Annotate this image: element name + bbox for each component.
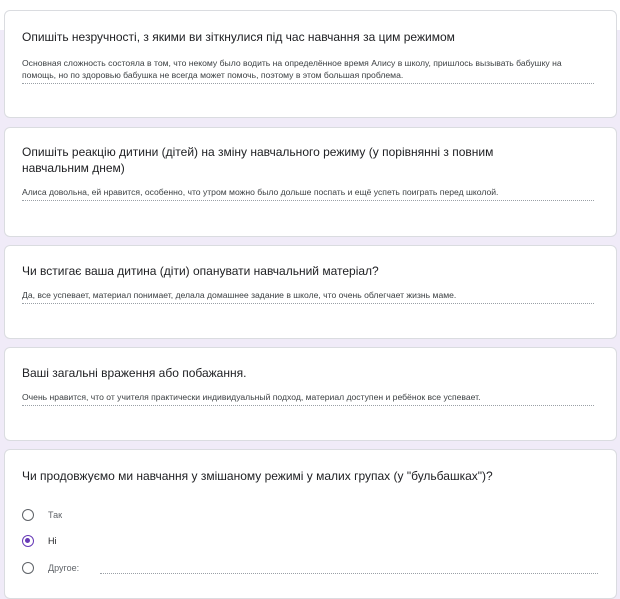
option-label: Ні [48, 536, 57, 546]
other-text-field[interactable] [100, 573, 598, 574]
question-card-3 [4, 245, 617, 339]
answer-text: Да, все успевает, материал понимает, делала домашнее задание в школе, что очень облегчает жизнь маме. [22, 289, 594, 304]
answer-text: Очень нравится, что от учителя практически индивидуальный подход, материал доступен и ребёнок все успевает. [22, 391, 594, 406]
question-card-2 [4, 127, 617, 237]
question-card-5 [4, 449, 617, 599]
question-title: Опишіть незручності, з якими ви зіткнулися під час навчання за цим режимом [22, 30, 455, 44]
radio-button-selected[interactable] [22, 535, 34, 547]
radio-dot-icon [25, 538, 30, 543]
option-label: Так [48, 510, 63, 520]
question-title: Ваші загальні враження або побажання. [22, 366, 247, 380]
question-card-4 [4, 347, 617, 441]
answer-text: Алиса довольна, ей нравится, особенно, что утром можно было дольше поспать и ещё успеть поиграть перед школой. [22, 186, 594, 201]
question-title: Опишіть реакцію дитини (дітей) на зміну навчального режиму (у порівнянні з повним навчальним днем) [22, 145, 494, 175]
radio-button[interactable] [22, 562, 34, 574]
question-card-1 [4, 10, 617, 118]
question-title: Чи встигає ваша дитина (діти) опанувати навчальний матеріал? [22, 264, 379, 278]
question-title: Чи продовжуємо ми навчання у змішаному режимі у малих групах (у "бульбашках")? [22, 469, 493, 483]
option-label: Другое: [48, 563, 80, 573]
option-other[interactable] [22, 562, 612, 578]
answer-text: Основная сложность состояла в том, что некому было водить на определённое время Алису в школу, пришлось вызывать бабушку на помощь, но по здоровью бабушка не всегда может помочь, поэтому в этом большая проблема. [22, 57, 594, 84]
radio-button[interactable] [22, 509, 34, 521]
